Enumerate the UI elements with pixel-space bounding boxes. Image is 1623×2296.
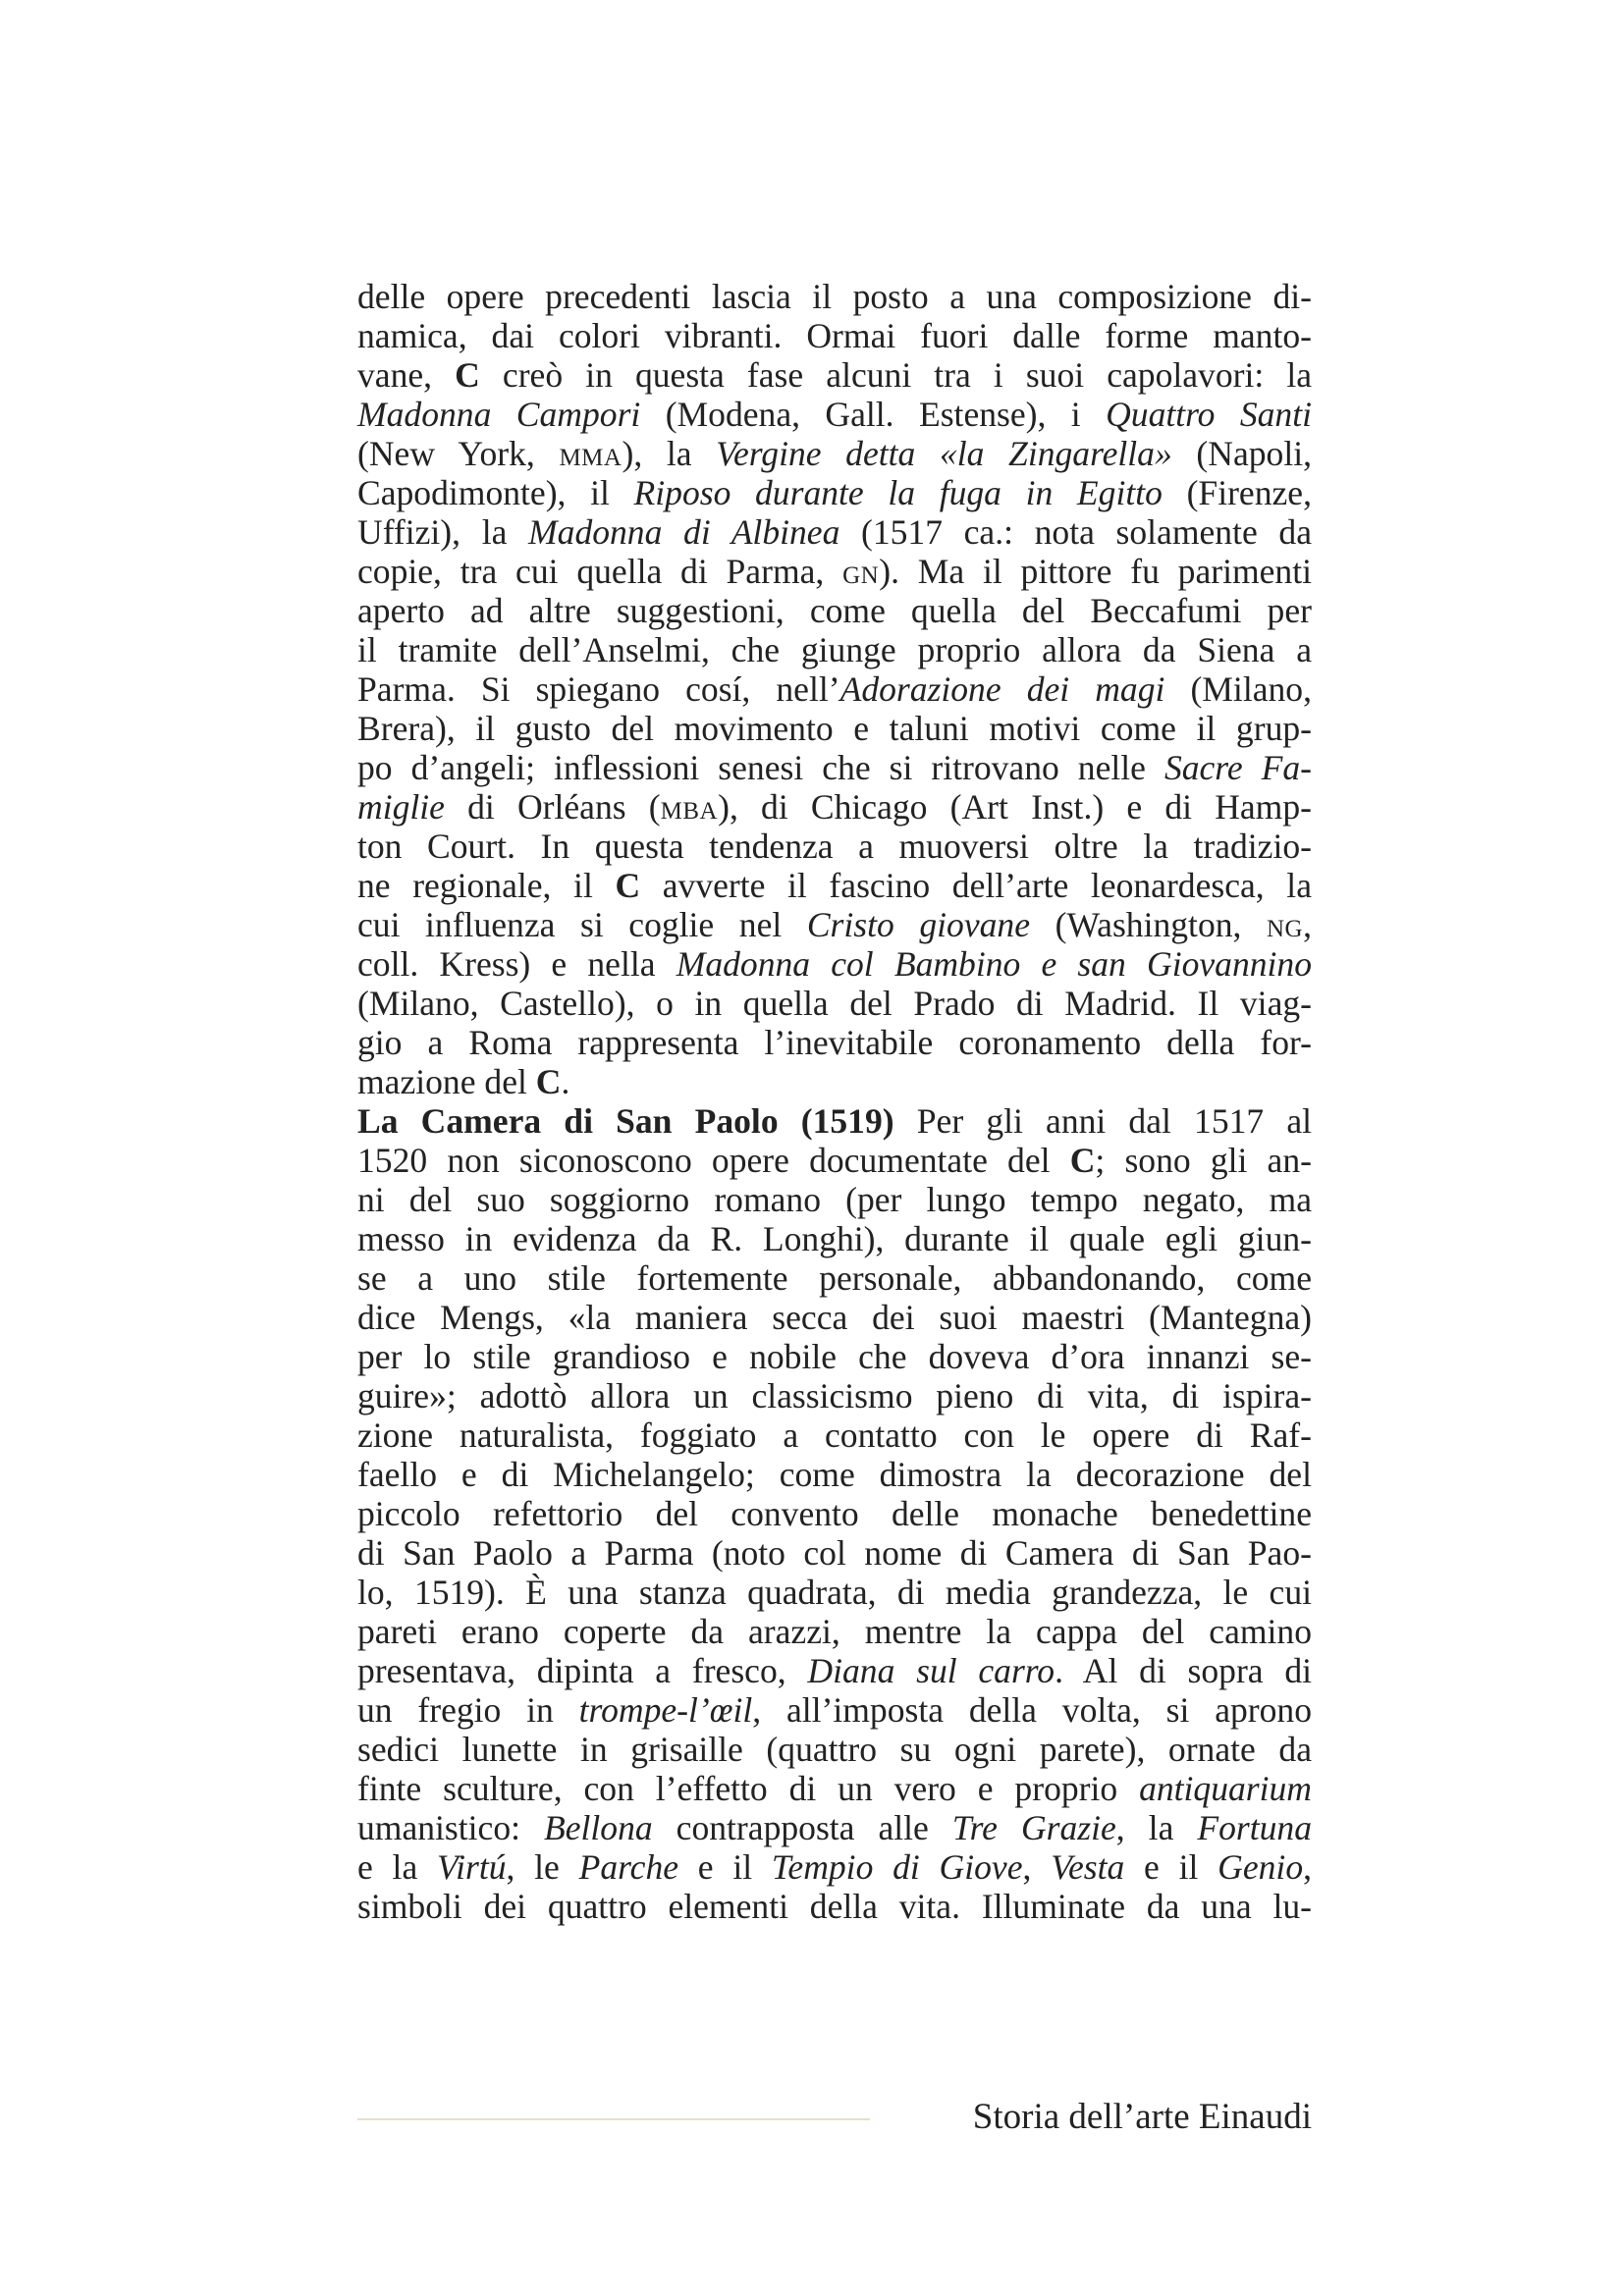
small-caps-text: mma [559,434,622,473]
text-line [357,984,1312,1023]
text-run: 1520 non siconoscono opere documentate del [357,1141,1070,1180]
text-line [357,1533,1312,1573]
text-run: piccolo refettorio del convento delle monache benedettine [357,1494,1312,1533]
text-line [357,1101,1312,1141]
text-run: e la [357,1847,437,1887]
text-run: zione naturalista, foggiato a contatto con le opere di Raf- [357,1415,1312,1455]
bold-text: C [1069,1141,1096,1180]
text-line [357,1023,1312,1062]
text-run: un fregio in [357,1690,579,1730]
text-run: (Napoli, [1171,434,1312,473]
text-line [357,1612,1312,1651]
text-run: ; sono gli an- [1095,1141,1312,1180]
text-run: ), la [622,434,717,473]
text-line [357,1141,1312,1180]
text-line [357,473,1312,512]
text-run: , le [506,1847,579,1887]
text-line [357,787,1312,827]
text-run: , [1303,905,1313,944]
text-line [357,1455,1312,1494]
text-run: . [561,1062,570,1101]
text-run: namica, dai colori vibranti. Ormai fuori dalle forme manto- [357,316,1312,355]
text-run: di San Paolo a Parma (noto col nome di Camera di San Pao- [357,1533,1312,1573]
text-line [357,1887,1312,1926]
text-line [357,709,1312,748]
text-run: umanistico: [357,1808,545,1847]
text-line [357,1690,1312,1730]
italic-text: Diana sul carro [807,1651,1055,1690]
text-run: per lo stile grandioso e nobile che doveva d’ora innanzi se- [357,1337,1312,1376]
text-line [357,630,1312,669]
text-line [357,1847,1312,1887]
small-caps-text: gn [842,552,880,591]
text-run: il tramite dell’Anselmi, che giunge proprio allora da Siena a [357,630,1312,669]
text-line [357,669,1312,709]
text-line [357,748,1312,787]
italic-text: miglie [357,787,445,827]
text-run: (1517 ca.: nota solamente da [839,512,1312,552]
body-text [357,277,1312,1926]
text-line [357,395,1312,434]
text-line [357,512,1312,552]
italic-text: Adorazione dei magi [839,669,1165,709]
text-line [357,355,1312,395]
text-run: (New York, [357,434,560,473]
text-run: po d’angeli; inflessioni senesi che si ritrovano nelle [357,748,1164,787]
text-run: (Modena, Gall. Estense), i [640,395,1107,434]
text-run: Uffizi), la [357,512,529,552]
text-run: creò in questa fase alcuni tra i suoi capolavori: la [479,355,1312,395]
text-line [357,277,1312,316]
text-run: contrapposta alle [652,1808,952,1847]
italic-text: Bellona [544,1808,653,1847]
text-run: mazione del [357,1062,536,1101]
text-line [357,1298,1312,1337]
text-line [357,1376,1312,1415]
text-run: messo in evidenza da R. Longhi), durante il quale egli giun- [357,1219,1312,1258]
text-run: , la [1115,1808,1198,1847]
italic-text: Madonna Campori [357,395,641,434]
text-run: e il [678,1847,772,1887]
text-run: ), di Chicago (Art Inst.) e di Hamp- [718,787,1312,827]
text-run: aperto ad altre suggestioni, come quella del Beccafumi per [357,591,1312,630]
text-line [357,866,1312,905]
text-run: Per gli anni dal 1517 al [893,1101,1313,1141]
text-line [357,316,1312,355]
text-line [357,1337,1312,1376]
text-run: ton Court. In questa tendenza a muoversi oltre la tradizio- [357,827,1312,866]
text-run: di Orléans ( [444,787,661,827]
text-line [357,1808,1312,1847]
bold-text: C [615,866,641,905]
text-run: , [1303,1847,1313,1887]
text-run: cui influenza si coglie nel [357,905,807,944]
text-run: copie, tra cui quella di Parma, [357,552,843,591]
text-run: (Firenze, [1162,473,1312,512]
italic-text: antiquarium [1139,1769,1312,1808]
italic-text: trompe-l’œil [578,1690,753,1730]
text-line [357,827,1312,866]
small-caps-text: ng [1267,905,1304,944]
italic-text: Sacre Fa- [1163,748,1312,787]
text-run: e il [1124,1847,1218,1887]
italic-text: Cristo giovane [806,905,1031,944]
text-run: Brera), il gusto del movimento e taluni motivi come il grup- [357,709,1312,748]
text-line [357,1219,1312,1258]
text-run: ). Ma il pittore fu parimenti [879,552,1312,591]
text-run: gio a Roma rappresenta l’inevitabile coronamento della for- [357,1023,1312,1062]
text-run: avverte il fascino dell’arte leonardesca, la [640,866,1312,905]
bold-text: C [535,1062,562,1101]
footer-rule [357,2118,870,2120]
text-run: Parma. Si spiegano cosí, nell’ [357,669,840,709]
text-line [357,552,1312,591]
italic-text: Genio [1217,1847,1304,1887]
text-run: , [1022,1847,1052,1887]
italic-text: Riposo durante la fuga in Egitto [633,473,1163,512]
text-run: lo, 1519). È una stanza quadrata, di media grandezza, le cui [357,1573,1312,1612]
italic-text: Parche [578,1847,679,1887]
text-line [357,434,1312,473]
italic-text: Vesta [1051,1847,1125,1887]
text-line [357,944,1312,984]
text-run: (Milano, Castello), o in quella del Prado di Madrid. Il viag- [357,984,1312,1023]
text-run: (Milano, [1164,669,1312,709]
italic-text: Quattro Santi [1106,395,1312,434]
text-line [357,1769,1312,1808]
text-run: sedici lunette in grisaille (quattro su ogni parete), ornate da [357,1730,1312,1769]
italic-text: Vergine detta «la Zingarella» [716,434,1172,473]
text-line [357,1494,1312,1533]
text-run: faello e di Michelangelo; come dimostra la decorazione del [357,1455,1312,1494]
bold-text: C [455,355,480,395]
text-run: simboli dei quattro elementi della vita. Illuminate da una lu- [357,1887,1312,1926]
text-run: ne regionale, il [357,866,616,905]
italic-text: Madonna di Albinea [528,512,840,552]
text-line [357,1730,1312,1769]
small-caps-text: mba [660,787,719,827]
text-run: (Washington, [1030,905,1267,944]
italic-text: Tempio di Giove [771,1847,1023,1887]
bold-text: La Camera di San Paolo (1519) [357,1101,894,1141]
italic-text: Virtú [437,1847,507,1887]
text-run: guire»; adottò allora un classicismo pieno di vita, di ispira- [357,1376,1312,1415]
text-line [357,905,1312,944]
text-line [357,1651,1312,1690]
text-run: coll. Kress) e nella [357,944,676,984]
text-line [357,1180,1312,1219]
text-line [357,1258,1312,1298]
italic-text: Fortuna [1197,1808,1312,1847]
text-run: dice Mengs, «la maniera secca dei suoi maestri (Mantegna) [357,1298,1312,1337]
italic-text: Madonna col Bambino e san Giovannino [676,944,1312,984]
text-run: . Al di sopra di [1055,1651,1313,1690]
text-line [357,1415,1312,1455]
italic-text: Tre Grazie [951,1808,1116,1847]
text-run: delle opere precedenti lascia il posto a una composizione di- [357,277,1312,316]
text-run: presentava, dipinta a fresco, [357,1651,808,1690]
text-run: Capodimonte), il [357,473,634,512]
text-run: se a uno stile fortemente personale, abbandonando, come [357,1258,1312,1298]
text-run: ni del suo soggiorno romano (per lungo tempo negato, ma [357,1180,1312,1219]
text-run: vane, [357,355,456,395]
text-run: finte sculture, con l’effetto di un vero e proprio [357,1769,1140,1808]
text-line [357,591,1312,630]
text-line [357,1573,1312,1612]
text-run: pareti erano coperte da arazzi, mentre la cappa del camino [357,1612,1312,1651]
footer-title: Storia dell’arte Einaudi [972,2097,1312,2137]
text-run: , all’imposta della volta, si aprono [752,1690,1312,1730]
text-line [357,1062,1312,1101]
